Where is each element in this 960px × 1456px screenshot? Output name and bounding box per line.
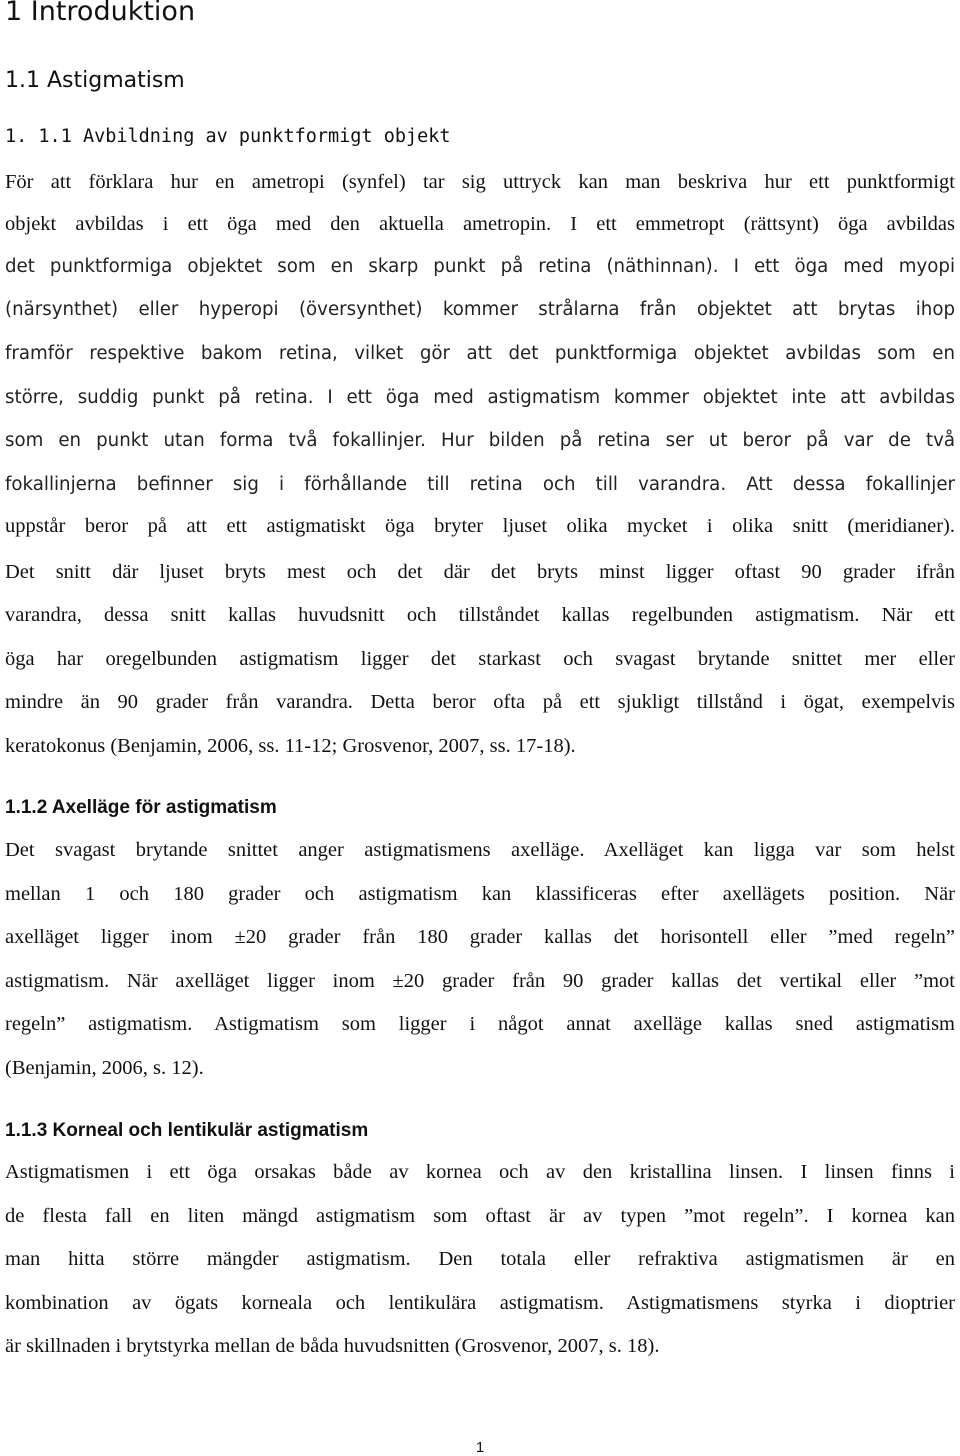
body-line: (närsynthet) eller hyperopi (översynthet) kommer strålarna från objektet att brytas ihop — [5, 299, 955, 320]
body-line: öga har oregelbunden astigmatism ligger det starkast och svagast brytande snittet mer eller — [5, 648, 955, 670]
body-line: fokallinjerna befinner sig i förhållande till retina och till varandra. Att dessa fokallinjer — [5, 474, 955, 495]
body-line: man hitta större mängder astigmatism. Den totala eller refraktiva astigmatismen är en — [5, 1248, 955, 1270]
body-line: det punktformiga objektet som en skarp punkt på retina (näthinnan). I ett öga med myopi — [5, 256, 955, 277]
body-line: regeln” astigmatism. Astigmatism som ligger i något annat axelläge kallas sned astigmatism — [5, 1013, 955, 1035]
body-line: är skillnaden i brytstyrka mellan de båda huvudsnitten (Grosvenor, 2007, s. 18). — [5, 1335, 660, 1357]
body-line: Det svagast brytande snittet anger astigmatismens axelläge. Axelläget kan ligga var som helst — [5, 839, 955, 861]
body-line: Det snitt där ljuset bryts mest och det där det bryts minst ligger oftast 90 grader ifrån — [5, 561, 955, 583]
body-line: mellan 1 och 180 grader och astigmatism kan klassificeras efter axellägets position. När — [5, 883, 955, 905]
subsection-heading-2: 1.1.2 Axelläge för astigmatism — [5, 797, 277, 818]
body-line: astigmatism. När axelläget ligger inom ±20 grader från 90 grader kallas det vertikal eller ”mot — [5, 970, 955, 992]
body-line: keratokonus (Benjamin, 2006, ss. 11-12; Grosvenor, 2007, ss. 17-18). — [5, 735, 576, 757]
body-line: de flesta fall en liten mängd astigmatism som oftast är av typen ”mot regeln”. I kornea kan — [5, 1205, 955, 1227]
chapter-heading: 1 Introduktion — [5, 0, 196, 27]
body-line: uppstår beror på att ett astigmatiskt öga bryter ljuset olika mycket i olika snitt (meridianer). — [5, 515, 955, 537]
body-line: mindre än 90 grader från varandra. Detta beror ofta på ett sjukligt tillstånd i ögat, exempelvis — [5, 691, 955, 713]
subsection-heading-3: 1.1.3 Korneal och lentikulär astigmatism — [5, 1120, 369, 1141]
body-line: framför respektive bakom retina, vilket gör att det punktformiga objektet avbildas som en — [5, 343, 955, 364]
section-heading: 1.1 Astigmatism — [5, 68, 185, 93]
page-number: 1 — [475, 1439, 485, 1456]
body-line: större, suddig punkt på retina. I ett öga med astigmatism kommer objektet inte att avbildas — [5, 387, 955, 408]
body-line: Astigmatismen i ett öga orsakas både av kornea och av den kristallina linsen. I linsen finns i — [5, 1161, 955, 1183]
body-line: kombination av ögats korneala och lentikulära astigmatism. Astigmatismens styrka i dioptrier — [5, 1292, 955, 1314]
body-line: För att förklara hur en ametropi (synfel) tar sig uttryck kan man beskriva hur ett punktformigt — [5, 171, 955, 193]
body-line: som en punkt utan forma två fokallinjer. Hur bilden på retina ser ut beror på var de två — [5, 430, 955, 451]
body-line: objekt avbildas i ett öga med den aktuella ametropin. I ett emmetropt (rättsynt) öga avbildas — [5, 213, 955, 235]
body-line: axelläget ligger inom ±20 grader från 180 grader kallas det horisontell eller ”med regeln” — [5, 926, 955, 948]
body-line: varandra, dessa snitt kallas huvudsnitt och tillståndet kallas regelbunden astigmatism. När ett — [5, 604, 955, 626]
body-line: (Benjamin, 2006, s. 12). — [5, 1057, 204, 1079]
subsection-heading-1: 1. 1.1 Avbildning av punktformigt objekt — [5, 126, 451, 147]
